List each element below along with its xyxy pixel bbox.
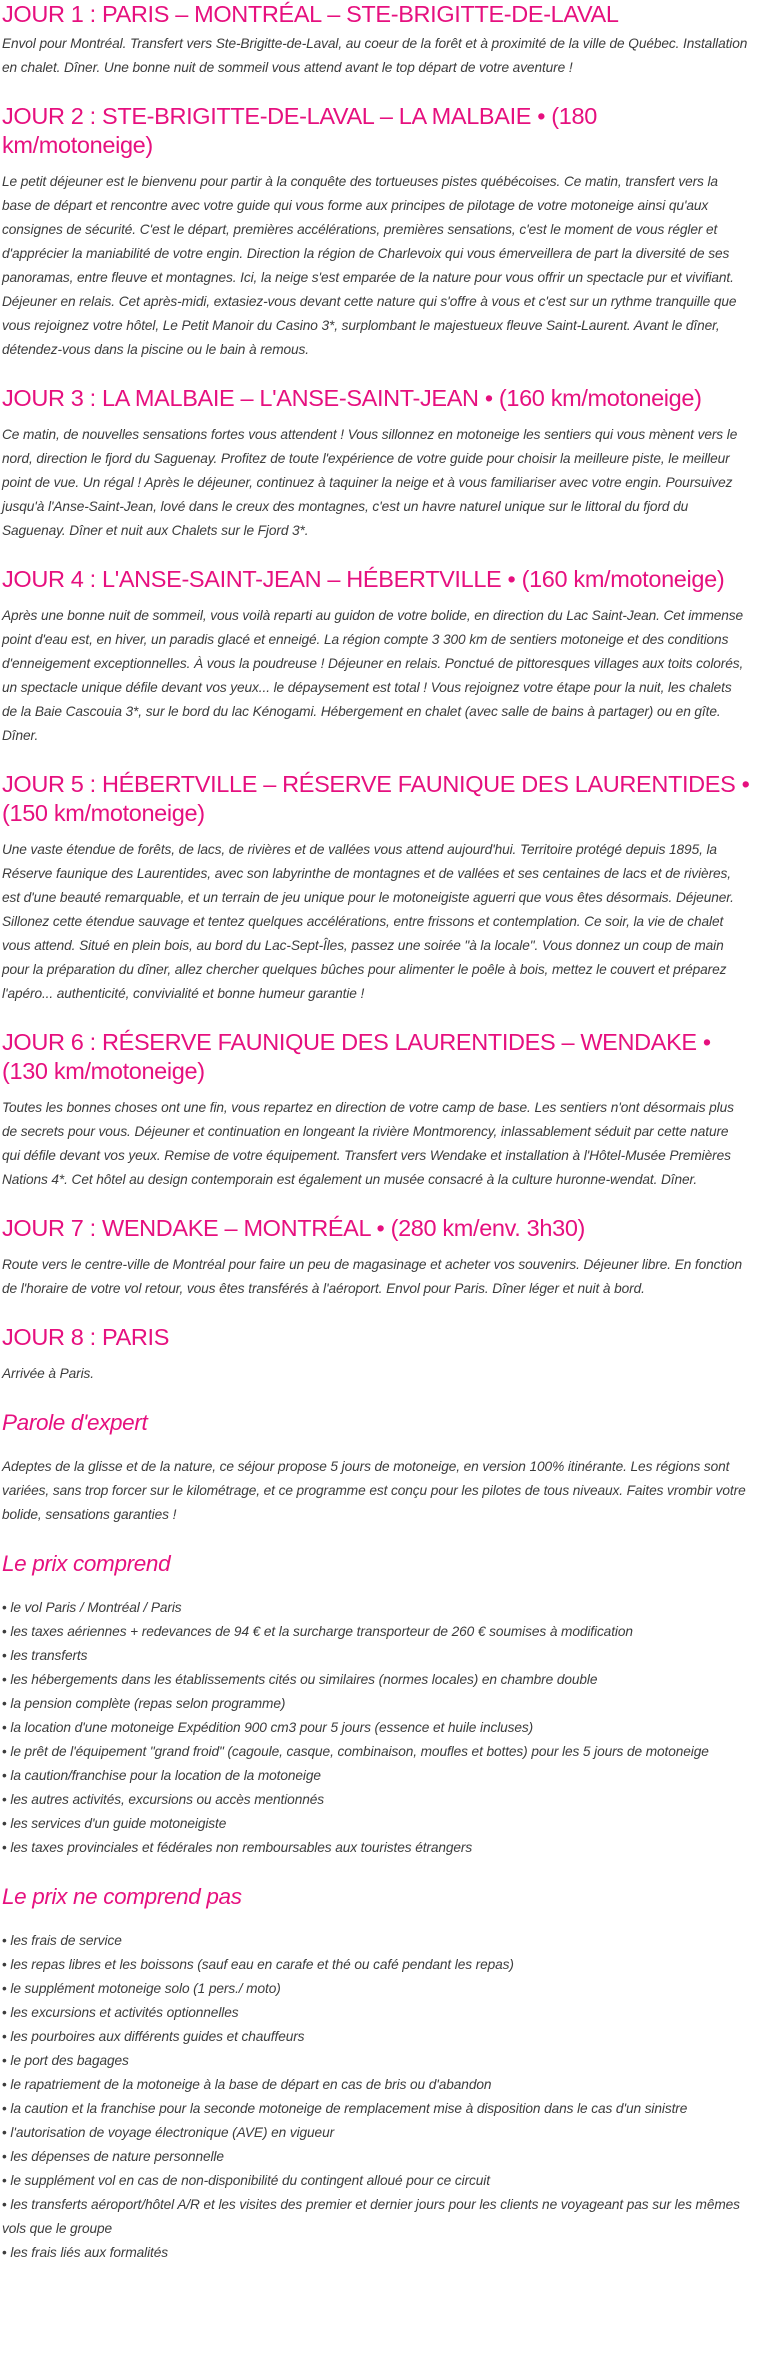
day-1 — [2, 0, 750, 80]
day-8 — [2, 1323, 750, 1386]
included-list — [2, 1596, 750, 1860]
day-5 — [2, 770, 750, 1006]
included-item: • les autres activités, excursions ou accès mentionnés — [2, 1788, 750, 1812]
day-5-text: Une vaste étendue de forêts, de lacs, de rivières et de vallées vous attend aujourd'hui. Territoire protégé depuis 1895, la Réserve faunique des Laurentides, avec son labyrinthe de montagnes et de vallées et ses centaines de lacs et de rivières, est d'une beauté remarquable, et un terrain de jeu unique pour le motoneigiste aguerri que vous êtes désormais. Déjeuner. Sillonez cette étendue sauvage et tentez quelques accélérations, entre frissons et contemplation. Ce soir, la vie de chalet vous attend. Situé en plein bois, au bord du Lac-Sept-Îles, passez une soirée "à la locale". Vous donnez un coup de main pour la préparation du dîner, allez chercher quelques bûches pour alimenter le poêle à bois, mettez le couvert et préparez l'apéro... authenticité, convivialité et bonne humeur garantie ! — [2, 842, 734, 1001]
day-4-title: JOUR 4 : L'ANSE-SAINT-JEAN – HÉBERTVILLE • (160 km/motoneige) — [2, 566, 725, 592]
day-2 — [2, 102, 750, 362]
excluded-item: • le supplément vol en cas de non-disponibilité du contingent alloué pour ce circuit — [2, 2169, 750, 2193]
excluded-item: • les excursions et activités optionnelles — [2, 2001, 750, 2025]
excluded-list — [2, 1929, 750, 2265]
included-item: • la caution/franchise pour la location de la motoneige — [2, 1764, 750, 1788]
excluded-item: • les frais liés aux formalités — [2, 2241, 750, 2265]
included-item: • les transferts — [2, 1644, 750, 1668]
day-5-title: JOUR 5 : HÉBERTVILLE – RÉSERVE FAUNIQUE DES LAURENTIDES • (150 km/motoneige) — [2, 771, 750, 826]
excluded-item: • la caution et la franchise pour la seconde motoneige de remplacement mise à disposition dans le cas d'un sinistre — [2, 2097, 750, 2121]
day-8-text: Arrivée à Paris. — [2, 1366, 94, 1381]
day-4-text: Après une bonne nuit de sommeil, vous voilà reparti au guidon de votre bolide, en direction du Lac Saint-Jean. Cet immense point d'eau est, en hiver, un paradis glacé et enneigé. La région compte 3 300 km de sentiers motoneige et des conditions d'enneigement exceptionnelles. À vous la poudreuse ! Déjeuner en relais. Ponctué de pittoresques villages aux toits colorés, un spectacle unique défile devant vos yeux... le dépaysement est total ! Vous rejoignez votre étape pour la nuit, les chalets de la Baie Cascouia 3*, sur le bord du lac Kénogami. Hébergement en chalet (avec salle de bains à partager) ou en gîte. Dîner. — [2, 608, 744, 743]
day-2-title: JOUR 2 : STE-BRIGITTE-DE-LAVAL – LA MALBAIE • (180 km/motoneige) — [2, 103, 597, 158]
excluded-title: Le prix ne comprend pas — [2, 1884, 242, 1909]
excluded-item: • les pourboires aux différents guides et chauffeurs — [2, 2025, 750, 2049]
excluded-item: • les repas libres et les boissons (sauf eau en carafe et thé ou café pendant les repas) — [2, 1953, 750, 1977]
included-item: • la pension complète (repas selon programme) — [2, 1692, 750, 1716]
included-title: Le prix comprend — [2, 1551, 171, 1576]
day-6 — [2, 1028, 750, 1192]
included-item: • le prêt de l'équipement "grand froid" (cagoule, casque, combinaison, moufles et bottes) pour les 5 jours de motoneige — [2, 1740, 750, 1764]
included-item: • le vol Paris / Montréal / Paris — [2, 1596, 750, 1620]
included-item: • les hébergements dans les établissements cités ou similaires (normes locales) en chambre double — [2, 1668, 750, 1692]
day-6-text: Toutes les bonnes choses ont une fin, vous repartez en direction de votre camp de base. Les sentiers n'ont désormais plus de secrets pour vous. Déjeuner et continuation en longeant la rivière Montmorency, inlassablement séduit par cette nature qui défile devant vos yeux. Remise de votre équipement. Transfert vers Wendake et installation à l'Hôtel-Musée Premières Nations 4*. Cet hôtel au design contemporain est également un musée consacré à la culture huronne-wendat. Dîner. — [2, 1100, 734, 1187]
day-2-text: Le petit déjeuner est le bienvenu pour partir à la conquête des tortueuses pistes québécoises. Ce matin, transfert vers la base de départ et rencontre avec votre guide qui vous forme aux principes de pilotage de votre motoneige ainsi qu'aux consignes de sécurité. C'est le départ, premières accélérations, premières sensations, c'est le moment de vous régler et d'apprécier la maniabilité de votre engin. Direction la région de Charlevoix qui vous émerveillera de part la diversité de ses panoramas, entre fleuve et montagnes. Ici, la neige s'est emparée de la nature pour vous offrir un spectacle pur et vivifiant. Déjeuner en relais. Cet après-midi, extasiez-vous devant cette nature qui s'offre à vous et c'est sur un rythme tranquille que vous rejoignez votre hôtel, Le Petit Manoir du Casino 3*, surplombant le majestueux fleuve Saint-Laurent. Avant le dîner, détendez-vous dans la piscine ou le bain à remous. — [2, 174, 737, 357]
excluded-item: • les frais de service — [2, 1929, 750, 1953]
excluded-item: • le port des bagages — [2, 2049, 750, 2073]
day-7-title: JOUR 7 : WENDAKE – MONTRÉAL • (280 km/env. 3h30) — [2, 1215, 586, 1241]
day-3-text: Ce matin, de nouvelles sensations fortes vous attendent ! Vous sillonnez en motoneige les sentiers qui vous mènent vers le nord, direction le fjord du Saguenay. Profitez de toute l'expérience de votre guide pour choisir la meilleure piste, le meilleur point de vue. Un régal ! Après le déjeuner, continuez à taquiner la neige et à vous familiariser avec votre engin. Poursuivez jusqu'à l'Anse-Saint-Jean, lové dans le creux des montagnes, c'est un havre naturel unique sur le littoral du fjord du Saguenay. Dîner et nuit aux Chalets sur le Fjord 3*. — [2, 427, 738, 538]
day-3-title: JOUR 3 : LA MALBAIE – L'ANSE-SAINT-JEAN • (160 km/motoneige) — [2, 385, 702, 411]
day-7-text: Route vers le centre-ville de Montréal pour faire un peu de magasinage et acheter vos souvenirs. Déjeuner libre. En fonction de l'horaire de votre vol retour, vous êtes transférés à l'aéroport. Envol pour Paris. Dîner léger et nuit à bord. — [2, 1257, 743, 1296]
included-item: • la location d'une motoneige Expédition 900 cm3 pour 5 jours (essence et huile incluses) — [2, 1716, 750, 1740]
day-3 — [2, 384, 750, 543]
excluded-item: • les dépenses de nature personnelle — [2, 2145, 750, 2169]
expert-text: Adeptes de la glisse et de la nature, ce séjour propose 5 jours de motoneige, en version 100% itinérante. Les régions sont variées, sans trop forcer sur le kilométrage, et ce programme est conçu pour les pilotes de tous niveaux. Faites vrombir votre bolide, sensations garanties ! — [2, 1459, 746, 1522]
day-1-title: JOUR 1 : PARIS – MONTRÉAL – STE-BRIGITTE-DE-LAVAL — [2, 1, 619, 27]
excluded-section — [2, 1882, 750, 2265]
included-section — [2, 1549, 750, 1860]
expert-section — [2, 1408, 750, 1527]
excluded-item: • les transferts aéroport/hôtel A/R et les visites des premier et dernier jours pour les clients ne voyageant pas sur les mêmes vols que le groupe — [2, 2193, 750, 2241]
expert-title: Parole d'expert — [2, 1410, 148, 1435]
excluded-item: • le rapatriement de la motoneige à la base de départ en cas de bris ou d'abandon — [2, 2073, 750, 2097]
included-item: • les taxes aériennes + redevances de 94 € et la surcharge transporteur de 260 € soumises à modification — [2, 1620, 750, 1644]
day-1-text: Envol pour Montréal. Transfert vers Ste-Brigitte-de-Laval, au coeur de la forêt et à proximité de la ville de Québec. Installation en chalet. Dîner. Une bonne nuit de sommeil vous attend avant le top départ de votre aventure ! — [2, 36, 748, 75]
excluded-item: • le supplément motoneige solo (1 pers./ moto) — [2, 1977, 750, 2001]
day-6-title: JOUR 6 : RÉSERVE FAUNIQUE DES LAURENTIDES – WENDAKE • (130 km/motoneige) — [2, 1029, 711, 1084]
day-7 — [2, 1214, 750, 1301]
included-item: • les taxes provinciales et fédérales non remboursables aux touristes étrangers — [2, 1836, 750, 1860]
day-8-title: JOUR 8 : PARIS — [2, 1324, 170, 1350]
included-item: • les services d'un guide motoneigiste — [2, 1812, 750, 1836]
day-4 — [2, 565, 750, 748]
excluded-item: • l'autorisation de voyage électronique (AVE) en vigueur — [2, 2121, 750, 2145]
